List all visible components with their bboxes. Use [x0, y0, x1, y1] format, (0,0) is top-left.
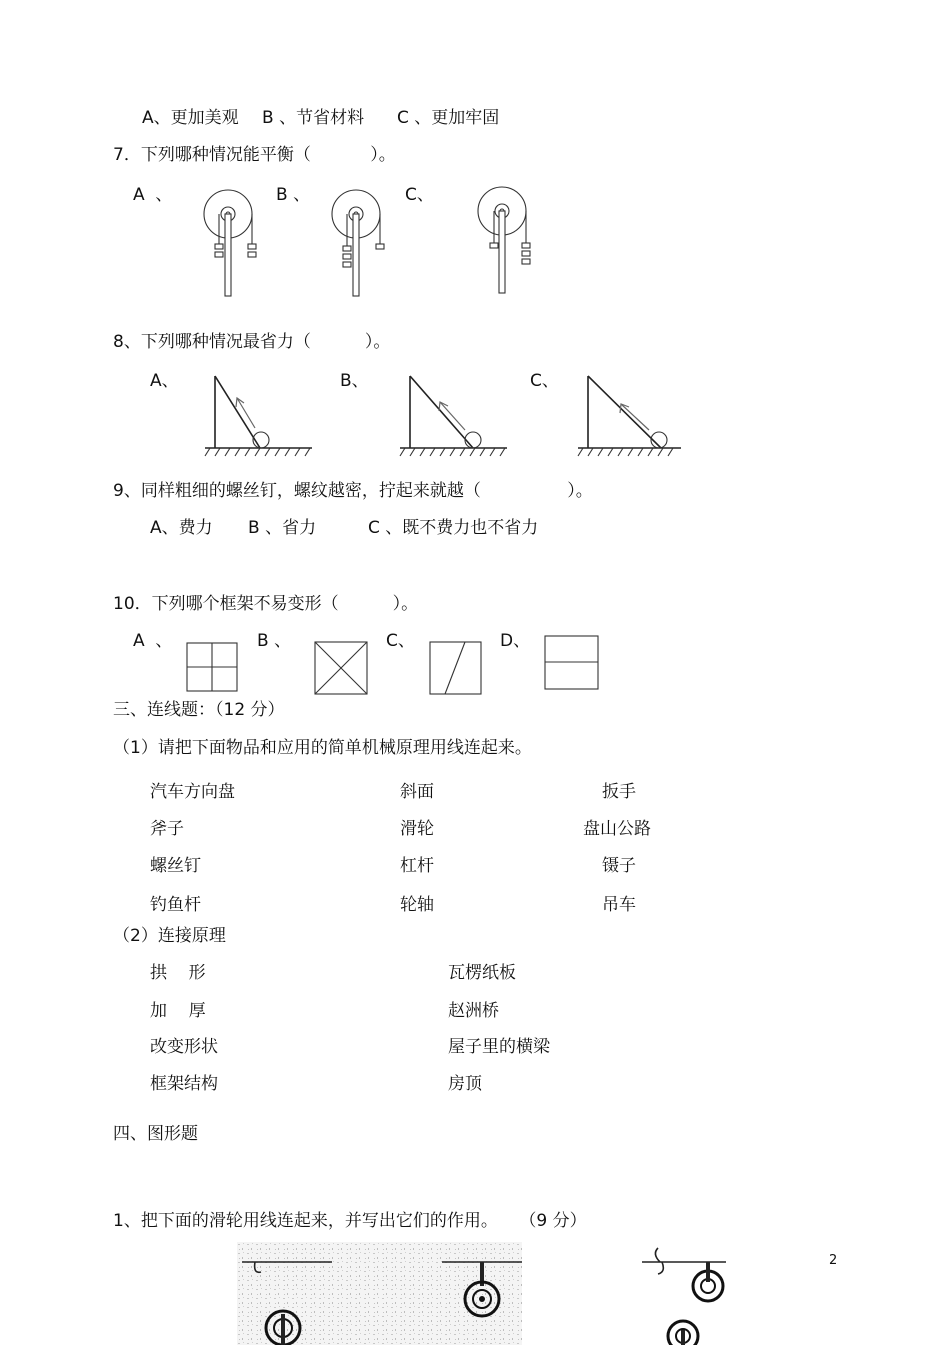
q7-wheel-axle-b-figure: [326, 186, 396, 306]
q8-incline-c-figure: [573, 370, 693, 460]
q10-frame-a-figure: [186, 642, 240, 694]
q9-question: 9、同样粗细的螺丝钉，螺纹越密，拧起来就越（ ）。: [113, 481, 593, 501]
match-principle: 拱 形: [150, 963, 206, 983]
q7-label-a: A 、: [133, 185, 173, 205]
match-item: 扳手: [602, 782, 636, 802]
match-item: 赵洲桥: [448, 1001, 499, 1021]
q10-label-c: C、: [386, 631, 415, 651]
q10-frame-d-figure: [544, 635, 600, 691]
q9-option-c: C 、既不费力也不省力: [368, 518, 539, 538]
q7-wheel-axle-a-figure: [198, 186, 268, 306]
match-item: 汽车方向盘: [150, 782, 235, 802]
q10-frame-c-figure: [429, 641, 483, 697]
section4-q1: 1、把下面的滑轮用线连起来，并写出它们的作用。 （9 分）: [113, 1211, 587, 1231]
match-principle: 框架结构: [150, 1074, 218, 1094]
match-item: 房顶: [448, 1074, 482, 1094]
q9-option-a: A、费力: [150, 518, 213, 538]
q6-option-c: C 、更加牢固: [397, 108, 500, 128]
match-principle: 滑轮: [400, 819, 434, 839]
match-principle: 加 厚: [150, 1001, 206, 1021]
section3-heading: 三、连线题：（12 分）: [113, 700, 285, 720]
q7-wheel-axle-c-figure: [472, 183, 542, 303]
match-item: 屋子里的横梁: [448, 1037, 550, 1057]
match-item: 盘山公路: [583, 819, 651, 839]
match-item: 镊子: [602, 856, 636, 876]
q10-frame-b-figure: [314, 641, 370, 697]
match-item: 吊车: [602, 895, 636, 915]
q8-incline-b-figure: [395, 370, 515, 460]
q10-question: 10．下列哪个框架不易变形（ ）。: [113, 594, 419, 614]
q8-label-a: A、: [150, 371, 179, 391]
match-item: 钓鱼杆: [150, 895, 201, 915]
q7-label-c: C、: [405, 185, 434, 205]
match-item: 螺丝钉: [150, 856, 201, 876]
page-number: 2: [829, 1253, 838, 1268]
q6-option-a: A、更加美观: [142, 108, 239, 128]
q10-label-d: D、: [500, 631, 531, 651]
section3-part2-title: （2）连接原理: [113, 926, 226, 946]
q7-question: 7．下列哪种情况能平衡（ ）。: [113, 145, 396, 165]
pulley-photo: [237, 1242, 522, 1345]
match-principle: 杠杆: [400, 856, 434, 876]
q7-label-b: B 、: [276, 185, 311, 205]
match-principle: 轮轴: [400, 895, 434, 915]
q9-option-b: B 、省力: [248, 518, 317, 538]
q8-question: 8、下列哪种情况最省力（ ）。: [113, 332, 391, 352]
match-principle: 改变形状: [150, 1037, 218, 1057]
q10-label-b: B 、: [257, 631, 292, 651]
q8-label-b: B、: [340, 371, 369, 391]
section4-heading: 四、图形题: [113, 1124, 198, 1144]
match-item: 瓦楞纸板: [448, 963, 516, 983]
q10-label-a: A 、: [133, 631, 173, 651]
match-item: 斧子: [150, 819, 184, 839]
q8-incline-a-figure: [200, 370, 320, 460]
match-principle: 斜面: [400, 782, 434, 802]
pulley-figure-right: [640, 1242, 730, 1345]
q6-option-b: B 、节省材料: [262, 108, 365, 128]
q8-label-c: C、: [530, 371, 559, 391]
section3-part1-title: （1）请把下面物品和应用的简单机械原理用线连起来。: [113, 738, 532, 758]
